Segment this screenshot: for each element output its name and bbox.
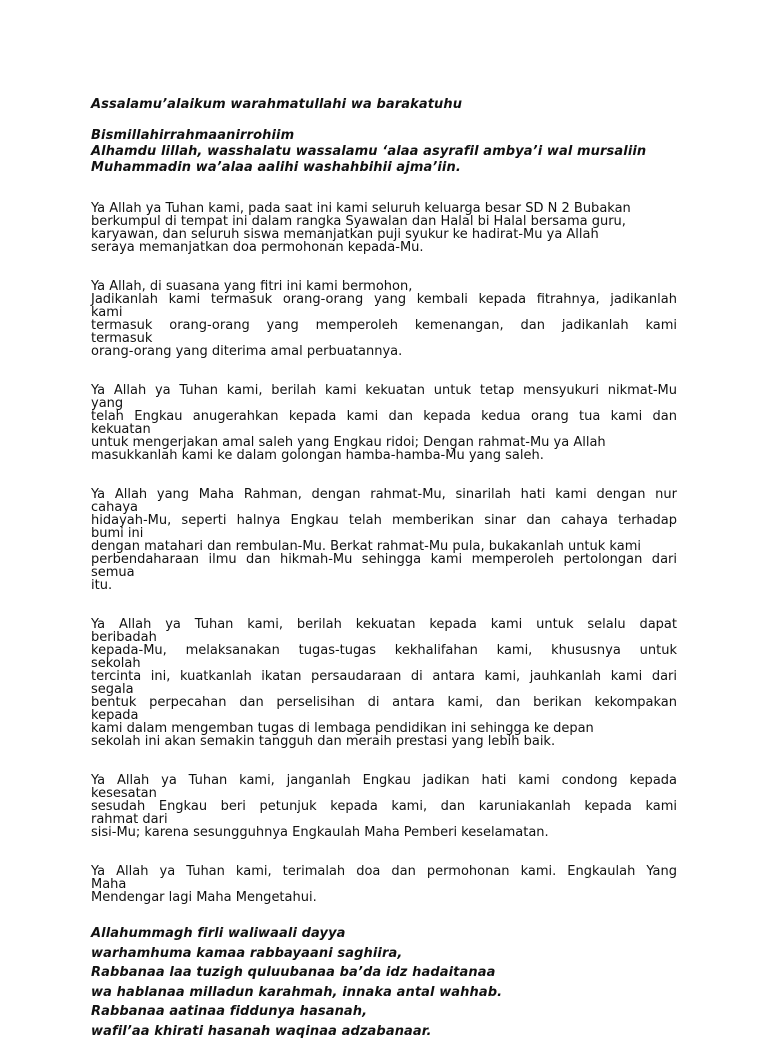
paragraph-line: masukkanlah kami ke dalam golongan hamba-hamba-Mu yang saleh. <box>91 449 677 462</box>
paragraph-line: yang <box>91 397 677 410</box>
paragraph-line: dengan matahari dan rembulan-Mu. Berkat rahmat-Mu pula, bukakanlah untuk kami <box>91 540 677 553</box>
closing-line: Rabbanaa aatinaa fiddunya hasanah, <box>91 1002 677 1022</box>
paragraph-line: sekolah <box>91 657 677 670</box>
prayer-paragraph <box>91 202 677 254</box>
prayer-paragraph <box>91 488 677 592</box>
paragraph-line: Jadikanlah kami termasuk orang-orang yang kembali kepada fitrahnya, jadikanlah <box>91 293 677 306</box>
paragraph-line: Ya Allah ya Tuhan kami, janganlah Engkau jadikan hati kami condong kepada <box>91 774 677 787</box>
closing-prayer <box>91 924 677 1041</box>
document-content <box>91 97 677 1041</box>
prayer-body <box>91 202 677 904</box>
paragraph-line: tercinta ini, kuatkanlah ikatan persaudaraan di antara kami, jauhkanlah kami dari <box>91 670 677 683</box>
paragraph-line: Maha <box>91 878 677 891</box>
paragraph-line: hidayah-Mu, seperti halnya Engkau telah memberikan sinar dan cahaya terhadap <box>91 514 677 527</box>
paragraph-line: untuk mengerjakan amal saleh yang Engkau ridoi; Dengan rahmat-Mu ya Allah <box>91 436 677 449</box>
paragraph-line: sekolah ini akan semakin tangguh dan meraih prestasi yang lebih baik. <box>91 735 677 748</box>
paragraph-line: berkumpul di tempat ini dalam rangka Syawalan dan Halal bi Halal bersama guru, <box>91 215 677 228</box>
paragraph-line: orang-orang yang diterima amal perbuatannya. <box>91 345 677 358</box>
prayer-paragraph <box>91 774 677 839</box>
opening-prayer <box>91 128 677 176</box>
paragraph-line: termasuk <box>91 332 677 345</box>
paragraph-line: kami dalam mengemban tugas di lembaga pendidikan ini sehingga ke depan <box>91 722 677 735</box>
paragraph-line: bumi ini <box>91 527 677 540</box>
prayer-paragraph <box>91 384 677 462</box>
prayer-paragraph <box>91 865 677 904</box>
paragraph-line: kekuatan <box>91 423 677 436</box>
paragraph-line: semua <box>91 566 677 579</box>
paragraph-line: Ya Allah yang Maha Rahman, dengan rahmat-Mu, sinarilah hati kami dengan nur <box>91 488 677 501</box>
paragraph-line: kepada <box>91 709 677 722</box>
paragraph-line: seraya memanjatkan doa permohonan kepada-Mu. <box>91 241 677 254</box>
paragraph-line: cahaya <box>91 501 677 514</box>
opening-line: Muhammadin wa’alaa aalihi washahbihii ajma’iin. <box>91 160 677 176</box>
paragraph-line: telah Engkau anugerahkan kepada kami dan kepada kedua orang tua kami dan <box>91 410 677 423</box>
opening-line: Alhamdu lillah, wasshalatu wassalamu ‘alaa asyrafil ambya’i wal mursaliin <box>91 144 677 160</box>
salam-greeting: Assalamu’alaikum warahmatullahi wa barakatuhu <box>91 97 677 113</box>
paragraph-line: sesudah Engkau beri petunjuk kepada kami, dan karuniakanlah kepada kami <box>91 800 677 813</box>
paragraph-line: karyawan, dan seluruh siswa memanjatkan puji syukur ke hadirat-Mu ya Allah <box>91 228 677 241</box>
prayer-paragraph <box>91 280 677 358</box>
paragraph-line: Ya Allah, di suasana yang fitri ini kami bermohon, <box>91 280 677 293</box>
closing-line: Rabbanaa laa tuzigh quluubanaa ba’da idz hadaitanaa <box>91 963 677 983</box>
paragraph-line: Ya Allah ya Tuhan kami, pada saat ini kami seluruh keluarga besar SD N 2 Bubakan <box>91 202 677 215</box>
paragraph-line: rahmat dari <box>91 813 677 826</box>
paragraph-line: Ya Allah ya Tuhan kami, berilah kekuatan kepada kami untuk selalu dapat <box>91 618 677 631</box>
paragraph-line: itu. <box>91 579 677 592</box>
closing-line: Allahummagh firli waliwaali dayya <box>91 924 677 944</box>
opening-line: Bismillahirrahmaanirrohiim <box>91 128 677 144</box>
paragraph-line: Mendengar lagi Maha Mengetahui. <box>91 891 677 904</box>
prayer-paragraph <box>91 618 677 748</box>
paragraph-line: kami <box>91 306 677 319</box>
paragraph-line: beribadah <box>91 631 677 644</box>
paragraph-line: perbendaharaan ilmu dan hikmah-Mu sehingga kami memperoleh pertolongan dari <box>91 553 677 566</box>
paragraph-line: termasuk orang-orang yang memperoleh kemenangan, dan jadikanlah kami <box>91 319 677 332</box>
paragraph-line: kesesatan <box>91 787 677 800</box>
closing-line: wa hablanaa milladun karahmah, innaka antal wahhab. <box>91 983 677 1003</box>
closing-line: wafil’aa khirati hasanah waqinaa adzabanaar. <box>91 1022 677 1041</box>
closing-line: warhamhuma kamaa rabbayaani saghiira, <box>91 944 677 964</box>
paragraph-line: sisi-Mu; karena sesungguhnya Engkaulah Maha Pemberi keselamatan. <box>91 826 677 839</box>
paragraph-line: bentuk perpecahan dan perselisihan di antara kami, dan berikan kekompakan <box>91 696 677 709</box>
paragraph-line: segala <box>91 683 677 696</box>
paragraph-line: kepada-Mu, melaksanakan tugas-tugas kekhalifahan kami, khususnya untuk <box>91 644 677 657</box>
paragraph-line: Ya Allah ya Tuhan kami, terimalah doa dan permohonan kami. Engkaulah Yang <box>91 865 677 878</box>
paragraph-line: Ya Allah ya Tuhan kami, berilah kami kekuatan untuk tetap mensyukuri nikmat-Mu <box>91 384 677 397</box>
